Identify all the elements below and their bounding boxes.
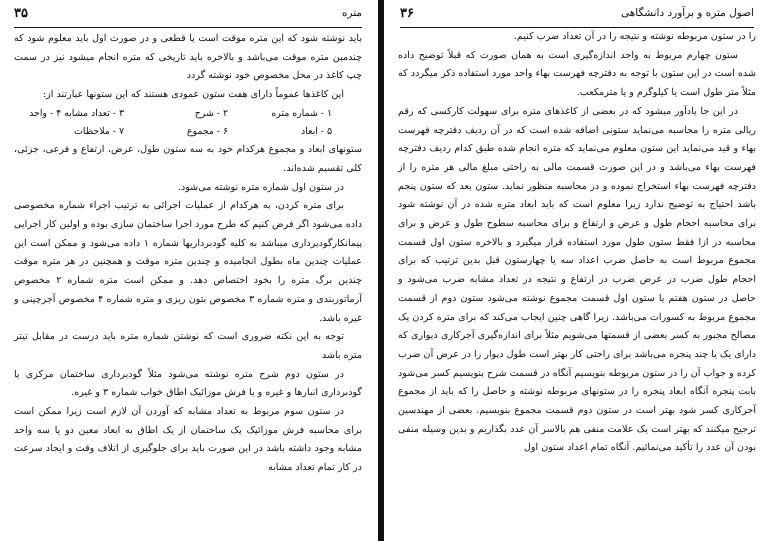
- right-running-title: اصول متره و برآورد دانشگاهی: [620, 7, 754, 19]
- paragraph: توجه به این نکته ضروری است که نوشتن شماره متره باید درست در مقابل تیتر متره باشد: [14, 331, 362, 361]
- right-page-number: ۳۶: [400, 6, 414, 21]
- list-item: ۶ - مجموع: [186, 126, 228, 138]
- column-list: [14, 105, 362, 141]
- right-page: [386, 0, 768, 541]
- left-running-title: متره: [341, 7, 362, 19]
- paragraph: در ستون اول شماره متره نوشته می‌شود.: [177, 181, 344, 193]
- list-item: ۷ - ملاحظات: [74, 126, 124, 138]
- left-page-number: ۳۵: [14, 6, 28, 21]
- paragraph: این کاغذها عموماً دارای هفت ستون عمودی هستند که این ستونها عبارتند از:: [42, 89, 344, 101]
- left-page: [0, 0, 376, 541]
- paragraph: در ستون دوم شرح متره نوشته می‌شود مثلاً گودبرداری ساختمان مرکزی یا گودبرداری انبارها و غیره و یا فرش موزائیک اطاق خواب شماره ۳ و غیره.: [14, 368, 362, 399]
- paragraph: را در ستون مربوطه نوشته و نتیجه را در آن تعداد ضرب کنیم.: [513, 31, 756, 42]
- left-page-body: [14, 30, 362, 478]
- paragraph: ستون چهارم مربوط به واحد اندازه‌گیری است به همان صورت که قبلاً توضیح داده شده است در این ستون با توجه به دفترچه فهرست بهاء واحد مورد استفاده ذکر میگردد که مثلاً متر طول است یا کیلوگرم و یا مترمکعب.: [398, 49, 756, 99]
- list-item: ۳ - تعداد مشابه ۴ - واحد: [29, 107, 124, 119]
- paragraph: باید نوشته شود که این متره موقت است یا قطعی و در صورت اول باید معلوم شود که چندمین متره موقت می‌باشد و بالاخره باید تاریخی که متره انجام میشود نیز در سمت چپ کاغذ در محل مخصوص خود نوشته گردد: [14, 33, 362, 82]
- page-gutter: [378, 0, 384, 541]
- list-item: ۵ - ابعاد: [301, 126, 332, 138]
- paragraph: ستونهای ابعاد و مجموع هرکدام خود به سه ستون طول، عرض، ارتفاع و فرعی، جزئی، کلی تقسیم شده‌اند.: [14, 144, 362, 174]
- paragraph: در ستون سوم مربوط به تعداد مشابه که آوردن آن لازم است زیرا ممکن است برای محاسبه فرش موزائیک یک ساختمان از یک اطاق به ابعاد معین دو یا سه واحد مشابه وجود داشته باشد در این صورت باید برای جلوگیری از اتلاف وقت و ایجاد سرعت در کار تمام تعداد مشابه: [14, 406, 362, 474]
- paragraph: برای متره کردن، به هرکدام از عملیات اجرائی به ترتیب اجراء شماره مخصوصی داده می‌شود اگر فرض کنیم که طرح مورد اجرا ساختمان سازی بوده و اولین کار اجرایی پیمانکارگودبرداری میباشد به کلیه گودبرداریها شماره ۱ داده می‌شود و ممکن است این عملیات چندین ماه بطول انجامیده و چندین متره موقت و همچنین در هر متره موقت چندین برگ متره را بخود اختصاص دهد. و ممکن است متره شماره ۲ مخصوص آرماتوربندی و متره شماره ۳ مخصوص بتون ریزی و متره شماره ۴ مخصوص آجرچینی و غیره باشد.: [14, 200, 363, 324]
- right-page-header: [400, 6, 754, 26]
- right-page-body: [398, 28, 756, 458]
- paragraph: در این جا یادآور میشود که در بعضی از کاغذهای متره برای سهولت کارکسی که رقم ریالی متره را محاسبه می‌نماید ستونی اضافه شده است که در آن ردیف دفترچه فهرست بهاء و قید می‌نماید این ستون معلوم می‌نماید که متره انجام شده طبق کدام ردیف دفترچه فهرست بهاء می‌باشد و در این صورت قسمت مالی به راحتی مبلغ مالی هر متره را از دفترچه فهرست بهاء استخراج نموده و در محاسبه منظور نماید. ستون بعد که ستون پنجم باشد احتیاج به توضیح ندارد زیرا معلوم است که باید ابعاد متره شده در آن نوشته شود برای محاسبه احجام طول و عرض و ارتفاع و برای محاسبه سطوح طول و عرض و برای محاسبه در ازا فقط ستون طول مورد استفاده قرار میگیرد و بالاخره ستون اول قسمت مجموع مربوط است به حاصل ضرب اعداد سه یا چهارستون قبل بدین ترتیب که برای احجام طول ضرب در عرض ضرب در ارتفاع و نتیجه در تعداد مشابه ضرب می‌شود و حاصل در ستون هفتم یا ستون اول قسمت مجموع نوشته می‌شود ستون دوم از قسمت مجموع مربوط به کسورات می‌باشد. زیرا گاهی چنین ایجاب می‌کند که برای متره کردن یک مصالح مجبور به کسر بعضی از قسمتها می‌شویم مثلاً برای اندازه‌گیری آجرکاری دیواری که دارای یک یا چند پنجره می‌باشد برای راحتی کار بهتر است طول دیوار را در عرض آن ضرب کرده و جواب آن را در ستون مربوطه بنویسیم آنگاه در قسمت شرح بنویسیم کسر می‌شود بابت پنجره آنگاه ابعاد پنجره را در ستونهای مربوطه نوشته و حاصل را که باید از مجموع آجرکاری کسر شود بهتر است در ستون دوم قسمت مجموع بنویسیم. بعضی از مهندسین ترجیح میکنند که بهتر است یک علامت منفی هم بالاسر آن عدد بگذاریم و بدین وسیله منفی بودن آن عدد را تأکید می‌نمائیم. آنگاه تمام اعداد ستون اول: [398, 105, 756, 454]
- left-page-header: [14, 6, 362, 26]
- list-item: ۲ - شرح: [194, 107, 228, 119]
- header-rule: [14, 27, 362, 28]
- list-item: ۱ - شماره متره: [271, 107, 332, 119]
